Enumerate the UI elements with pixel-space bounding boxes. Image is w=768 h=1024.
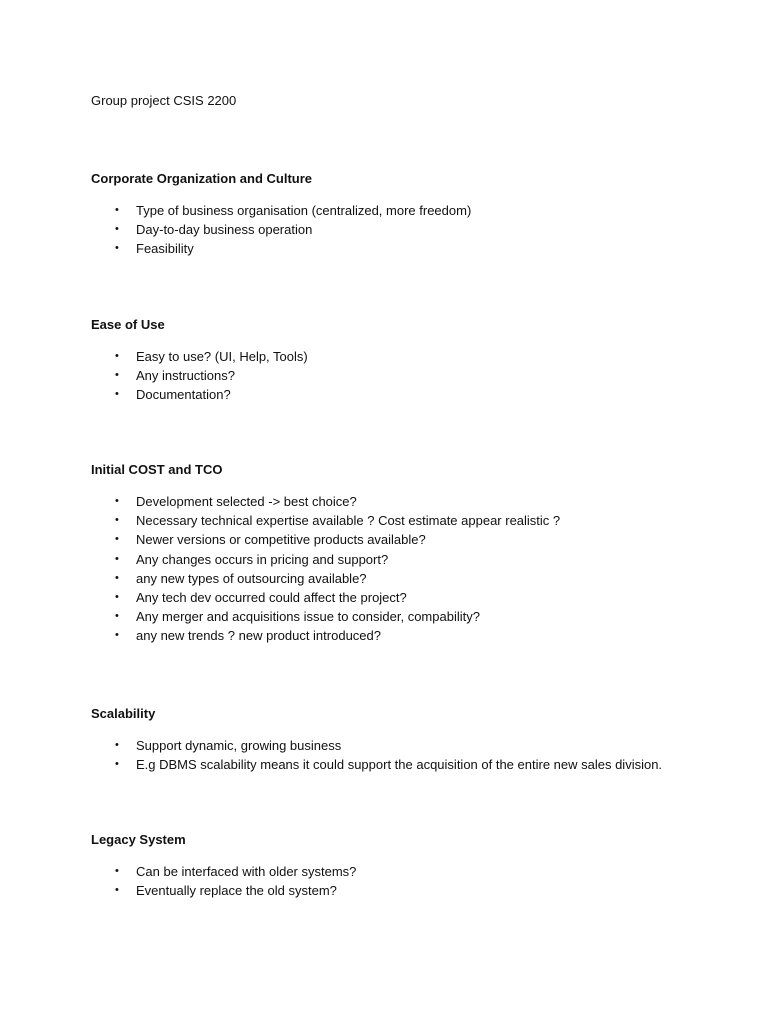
list-item-text: any new trends ? new product introduced? <box>136 628 381 644</box>
list-item <box>91 511 731 530</box>
list-item <box>91 626 731 645</box>
bullet-icon: • <box>115 514 119 527</box>
list-item-text: E.g DBMS scalability means it could support the acquisition of the entire new sales division. <box>136 757 663 773</box>
list-item-text: Can be interfaced with older systems? <box>136 864 357 879</box>
list-item-text: Necessary technical expertise available ? Cost estimate appear realistic ? <box>136 513 561 529</box>
list-item-text: any new types of outsourcing available? <box>136 570 367 586</box>
list-item-text: Support dynamic, growing business <box>136 738 342 753</box>
list-item <box>91 492 731 511</box>
list-item-text: Documentation? <box>136 387 231 403</box>
bullet-icon: • <box>115 884 119 897</box>
bullet-icon: • <box>115 571 119 584</box>
bullet-icon: • <box>115 591 119 604</box>
section-heading: Scalability <box>91 706 156 721</box>
list-item <box>91 736 731 755</box>
section-ease-of-use <box>91 317 731 405</box>
list-item <box>91 550 731 569</box>
bullet-icon: • <box>115 610 119 623</box>
section-heading: Initial COST and TCO <box>91 462 223 477</box>
bullet-icon: • <box>115 758 119 771</box>
bullet-icon: • <box>115 223 119 236</box>
bullet-icon: • <box>115 533 119 546</box>
bullet-icon: • <box>115 739 119 751</box>
bullet-icon: • <box>115 350 119 362</box>
list-item-text: Feasibility <box>136 241 194 257</box>
section-scalability <box>91 706 731 774</box>
list-item <box>91 755 731 774</box>
section-heading: Ease of Use <box>91 317 165 332</box>
bullet-icon: • <box>115 552 119 565</box>
bullet-list <box>91 736 731 774</box>
section-initial-cost-tco <box>91 462 731 646</box>
bullet-icon: • <box>115 629 119 642</box>
list-item <box>91 366 731 385</box>
bullet-icon: • <box>115 495 119 507</box>
list-item-text: Any changes occurs in pricing and support? <box>136 551 389 567</box>
list-item-text: Any tech dev occurred could affect the project? <box>136 590 407 606</box>
list-item-text: Type of business organisation (centralized, more freedom) <box>136 203 472 218</box>
list-item <box>91 530 731 549</box>
bullet-icon: • <box>115 242 119 255</box>
bullet-icon: • <box>115 388 119 401</box>
document-title: Group project CSIS 2200 <box>91 93 237 108</box>
list-item-text: Easy to use? (UI, Help, Tools) <box>136 349 308 364</box>
section-heading: Corporate Organization and Culture <box>91 171 313 186</box>
list-item-text: Any instructions? <box>136 368 235 384</box>
section-corporate-organization <box>91 171 731 259</box>
list-item <box>91 220 731 239</box>
list-item <box>91 347 731 366</box>
bullet-list <box>91 201 731 259</box>
list-item <box>91 881 731 900</box>
bullet-list <box>91 862 731 900</box>
bullet-icon: • <box>115 369 119 382</box>
list-item-text: Newer versions or competitive products available? <box>136 532 426 548</box>
list-item <box>91 588 731 607</box>
list-item-text: Day-to-day business operation <box>136 222 313 238</box>
section-legacy-system <box>91 832 731 900</box>
list-item-text: Eventually replace the old system? <box>136 883 337 899</box>
list-item <box>91 239 731 258</box>
bullet-icon: • <box>115 204 119 216</box>
list-item <box>91 607 731 626</box>
list-item <box>91 385 731 404</box>
list-item-text: Development selected -> best choice? <box>136 494 357 509</box>
list-item <box>91 862 731 881</box>
list-item-text: Any merger and acquisitions issue to consider, compability? <box>136 609 480 625</box>
list-item <box>91 569 731 588</box>
bullet-list <box>91 347 731 405</box>
list-item <box>91 201 731 220</box>
bullet-icon: • <box>115 865 119 877</box>
section-heading: Legacy System <box>91 832 186 847</box>
bullet-list <box>91 492 731 646</box>
